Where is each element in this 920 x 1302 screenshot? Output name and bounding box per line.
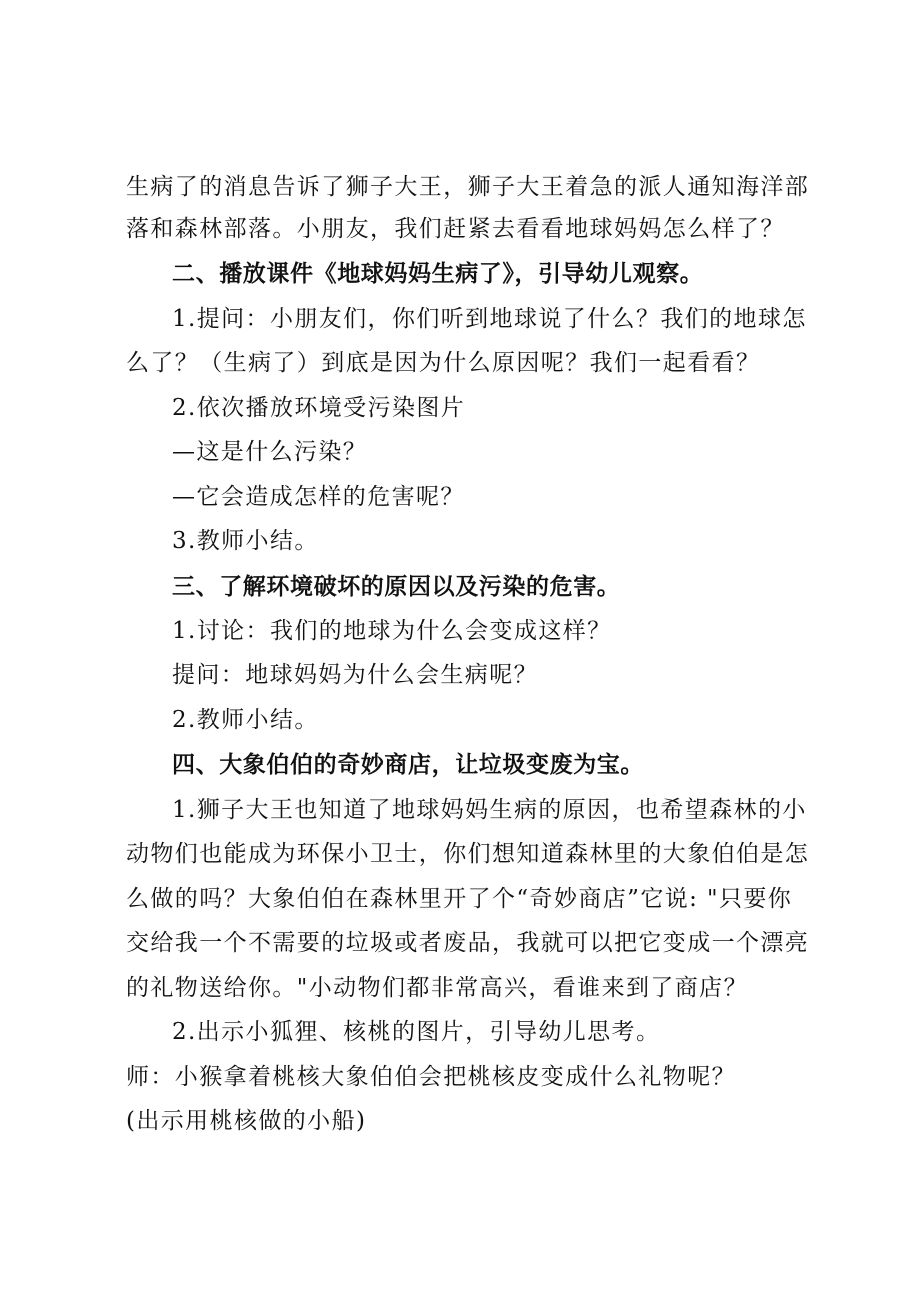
list-item-2-2: 2.依次播放环境受污染图片 [172, 395, 466, 421]
section-heading-3: 三、了解环境破坏的原因以及污染的危害。 [172, 574, 621, 600]
question-line-1: —这是什么污染？ [172, 439, 368, 465]
list-item-3-2: 2.教师小结。 [172, 707, 319, 733]
list-item-2-1-line-2: 么了？（生病了）到底是因为什么原因呢？我们一起看看？ [126, 350, 761, 376]
section-heading-4: 四、大象伯伯的奇妙商店，让垃圾变废为宝。 [172, 752, 644, 778]
list-item-4-2: 2.出示小狐狸、核桃的图片，引导幼儿思考。 [172, 1019, 661, 1045]
list-item-4-1-line-1: 1.狮子大王也知道了地球妈妈生病的原因，也希望森林的小 [172, 797, 807, 823]
teacher-line: 师：小猴拿着桃核大象伯伯会把桃核皮变成什么礼物呢？ [126, 1064, 736, 1090]
section-heading-2: 二、播放课件《地球妈妈生病了》，引导幼儿观察。 [172, 261, 704, 287]
list-item-4-1-line-5: 的礼物送给你。"小动物们都非常高兴，看谁来到了商店？ [126, 975, 748, 1001]
list-item-4-1-line-3: 么做的吗？大象伯伯在森林里开了个“奇妙商店”它说: "只要你 [126, 886, 793, 912]
list-item-2-1-line-1: 1.提问：小朋友们，你们听到地球说了什么？我们的地球怎 [172, 306, 807, 332]
paragraph-line-1: 生病了的消息告诉了狮子大王，狮子大王着急的派人通知海洋部 [126, 174, 810, 200]
list-item-2-3: 3.教师小结。 [172, 528, 319, 554]
list-item-4-1-line-4: 交给我一个不需要的垃圾或者废品，我就可以把它变成一个漂亮 [126, 930, 810, 956]
stage-direction: (出示用桃核做的小船) [126, 1108, 367, 1134]
list-item-4-1-line-2: 动物们也能成为环保小卫士，你们想知道森林里的大象伯伯是怎 [126, 841, 810, 867]
question-line-3: 提问：地球妈妈为什么会生病呢？ [172, 662, 538, 688]
list-item-3-1: 1.讨论：我们的地球为什么会变成这样？ [172, 618, 612, 644]
paragraph-line-2: 落和森林部落。小朋友，我们赶紧去看看地球妈妈怎么样了？ [126, 216, 785, 242]
question-line-2: —它会造成怎样的危害呢？ [172, 484, 465, 510]
